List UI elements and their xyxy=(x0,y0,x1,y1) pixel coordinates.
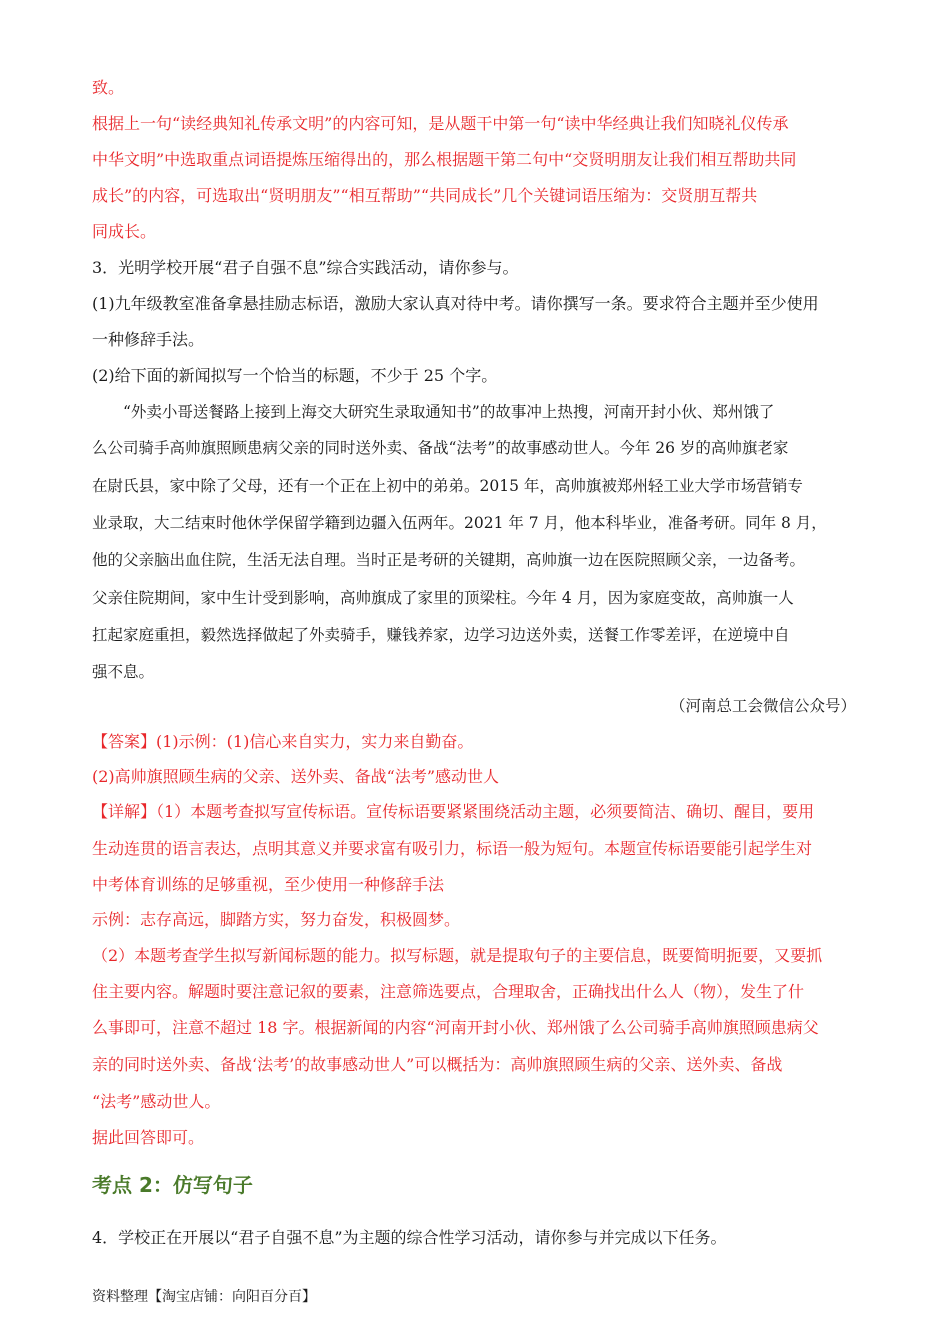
answer-line: 【答案】(1)示例：(1)信心来自实力，实力来自勤奋。 xyxy=(92,732,474,751)
news-line: 么公司骑手高帅旗照顾患病父亲的同时送外卖、备战“法考”的故事感动世人。今年 26 岁的高帅旗老家 xyxy=(92,439,789,457)
question-3-part1: (1)九年级教室准备拿悬挂励志标语，激励大家认真对待中考。请你撰写一条。要求符合主题并至少使用 xyxy=(92,294,819,313)
news-line: 业录取，大二结束时他休学保留学籍到边疆入伍两年。2021 年 7 月，他本科毕业，准备考研。同年 8 月， xyxy=(92,514,827,532)
news-line: 他的父亲脑出血住院，生活无法自理。当时正是考研的关键期，高帅旗一边在医院照顾父亲，一边备考。 xyxy=(92,551,806,569)
answer-line: (2)高帅旗照顾生病的父亲、送外卖、备战“法考”感动世人 xyxy=(92,767,500,786)
page-footer: 资料整理【淘宝店铺：向阳百分百】 xyxy=(92,1289,316,1305)
news-line: “外卖小哥送餐路上接到上海交大研究生录取通知书”的故事冲上热搜，河南开封小伙、郑州饿了 xyxy=(92,403,775,421)
analysis-line: 根据上一句“读经典知礼传承文明”的内容可知，是从题干中第一句“读中华经典让我们知晓礼仪传承 xyxy=(92,114,789,133)
detail-line: （2）本题考查学生拟写新闻标题的能力。拟写标题，就是提取句子的主要信息，既要简明扼要，又要抓 xyxy=(92,946,823,965)
analysis-line: 同成长。 xyxy=(92,222,157,241)
news-line: 强不息。 xyxy=(92,663,155,681)
news-source: （河南总工会微信公众号） xyxy=(669,697,856,715)
analysis-line: 致。 xyxy=(92,78,125,97)
section-heading: 考点 2：仿写句子 xyxy=(92,1173,253,1197)
news-line: 扛起家庭重担，毅然选择做起了外卖骑手，赚钱养家，边学习边送外卖，送餐工作零差评，在逆境中自 xyxy=(92,626,790,644)
detail-line: 示例：志存高远，脚踏方实，努力奋发，积极圆梦。 xyxy=(92,910,461,929)
detail-line: 生动连贯的语言表达，点明其意义并要求富有吸引力，标语一般为短句。本题宣传标语要能引起学生对 xyxy=(92,839,813,858)
question-4-title: 4．学校正在开展以“君子自强不息”为主题的综合性学习活动，请你参与并完成以下任务。 xyxy=(92,1228,727,1247)
analysis-line: 成长”的内容，可选取出“贤明朋友”“相互帮助”“共同成长”几个关键词语压缩为：交贤朋互帮共 xyxy=(92,186,758,205)
news-line: 在尉氏县，家中除了父母，还有一个正在上初中的弟弟。2015 年，高帅旗被郑州轻工业大学市场营销专 xyxy=(92,477,803,495)
question-3-part2: (2)给下面的新闻拟写一个恰当的标题，不少于 25 个字。 xyxy=(92,366,498,385)
analysis-line: 中华文明”中选取重点词语提炼压缩得出的，那么根据题干第二句中“交贤明朋友让我们相互帮助共同 xyxy=(92,150,797,169)
detail-line: 亲的同时送外卖、备战‘法考’的故事感动世人”可以概括为：高帅旗照顾生病的父亲、送外卖、备战 xyxy=(92,1055,783,1074)
detail-line: 么事即可，注意不超过 18 字。根据新闻的内容“河南开封小伙、郑州饿了么公司骑手高帅旗照顾患病父 xyxy=(92,1018,819,1037)
detail-line: 【详解】（1）本题考查拟写宣传标语。宣传标语要紧紧围绕活动主题，必须要简洁、确切、醒目，要用 xyxy=(92,802,815,821)
detail-line: 中考体育训练的足够重视，至少使用一种修辞手法 xyxy=(92,875,445,894)
detail-line: 住主要内容。解题时要注意记叙的要素，注意筛选要点，合理取舍，正确找出什么人（物），发生了什 xyxy=(92,982,805,1001)
detail-line: 据此回答即可。 xyxy=(92,1128,205,1147)
detail-line: “法考”感动世人。 xyxy=(92,1092,221,1111)
question-3-title: 3．光明学校开展“君子自强不息”综合实践活动，请你参与。 xyxy=(92,258,519,277)
news-line: 父亲住院期间，家中生计受到影响，高帅旗成了家里的顶梁柱。今年 4 月，因为家庭变故，高帅旗一人 xyxy=(92,589,794,607)
question-3-part1-cont: 一种修辞手法。 xyxy=(92,330,205,349)
